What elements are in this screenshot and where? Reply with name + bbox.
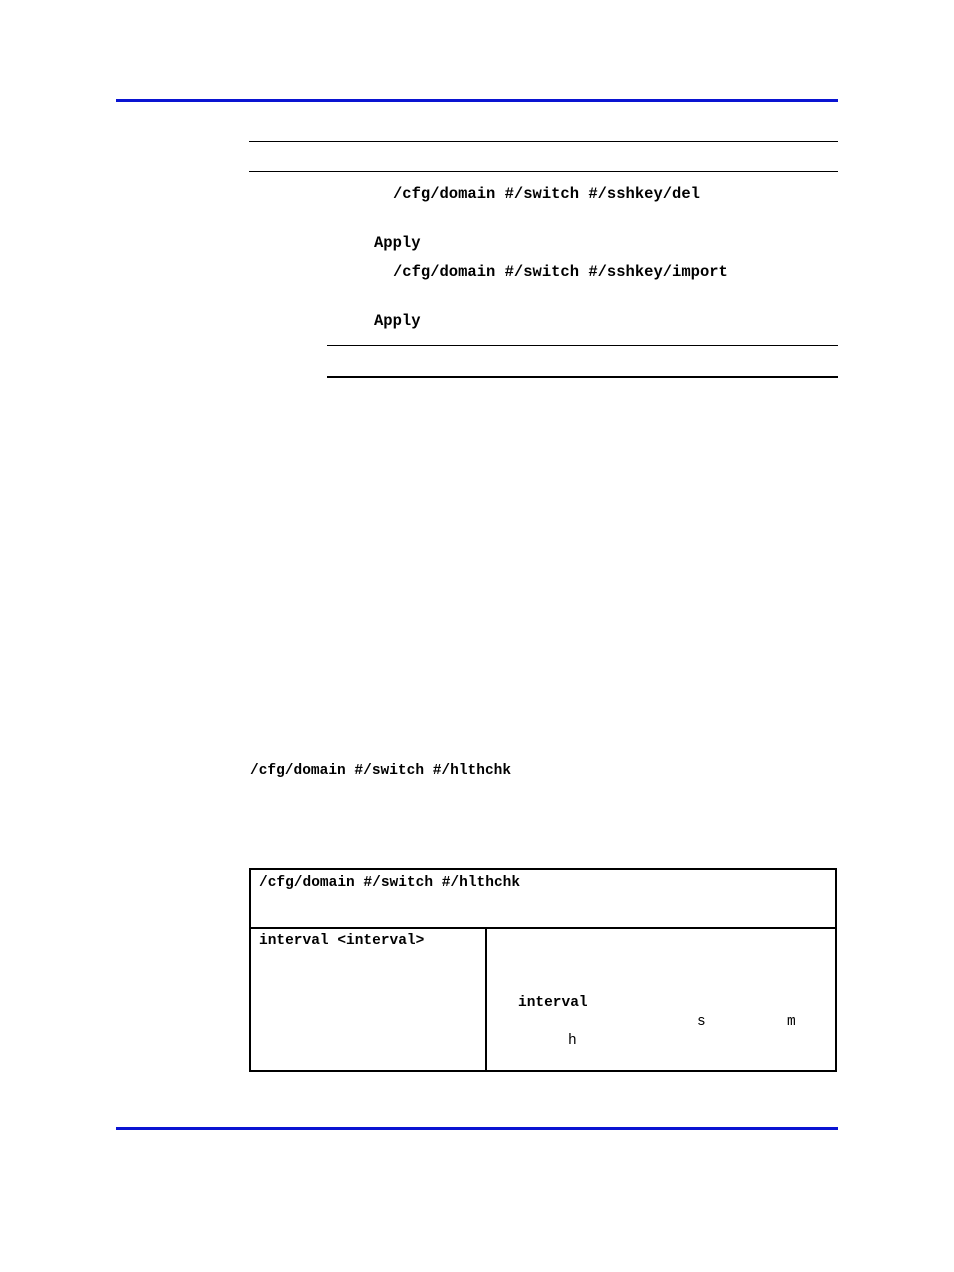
table-header-row [251,870,835,929]
footer-rule [116,1127,838,1130]
step-command-apply-2: Apply [374,312,421,330]
step-command-sshkey-import: /cfg/domain #/switch #/sshkey/import [393,263,728,281]
command-interval: interval <interval> [259,933,425,949]
table-header-path: /cfg/domain #/switch #/hlthchk [259,875,521,891]
description-keyword-interval: interval [518,995,588,1011]
step-command-apply-1: Apply [374,234,421,252]
procedure-header-rule [249,171,838,172]
procedure-top-rule [249,141,838,142]
procedure-end-rule [327,345,838,346]
hlthchk-menu-table [249,868,837,1072]
table-column-divider [485,927,487,1070]
header-rule [116,99,838,102]
procedure-bottom-rule [327,376,838,378]
unit-minutes: m [787,1014,796,1030]
unit-hours: h [568,1033,577,1049]
step-command-sshkey-del: /cfg/domain #/switch #/sshkey/del [393,185,700,203]
hlthchk-path: /cfg/domain #/switch #/hlthchk [250,763,512,779]
unit-seconds: s [697,1014,706,1030]
